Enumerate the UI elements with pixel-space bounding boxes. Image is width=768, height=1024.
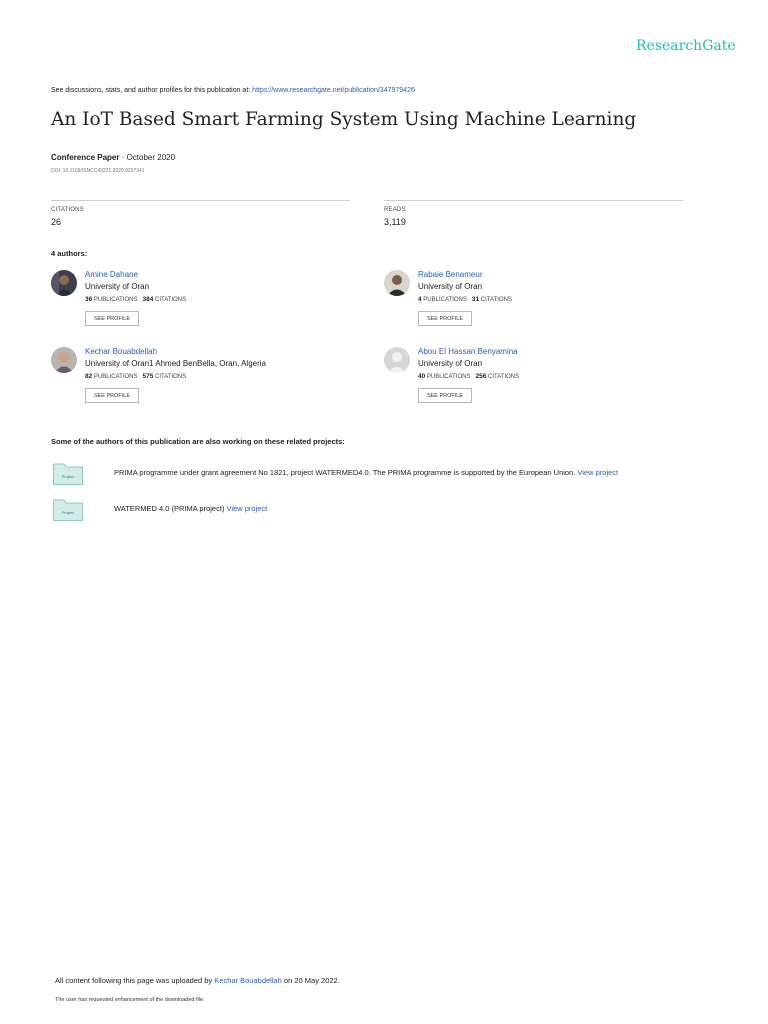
author-name-link[interactable]: Rabaie Benameur (418, 270, 483, 279)
author-card (51, 270, 351, 342)
publication-url-link[interactable]: https://www.researchgate.net/publication/347979426 (252, 87, 415, 94)
see-profile-button[interactable]: SEE PROFILE (85, 311, 139, 326)
uploader-link[interactable]: Kechar Bouabdellah (214, 976, 282, 985)
author-avatar[interactable] (384, 270, 410, 296)
authors-heading: 4 authors: (51, 249, 88, 258)
researchgate-logo[interactable]: ResearchGate (636, 38, 736, 54)
project-folder-icon (53, 463, 83, 485)
paper-doi: DOI: 10.1109/ISNCC49221.2020.9297341 (51, 168, 145, 174)
author-institution: University of Oran (85, 282, 150, 291)
author-stats: 40 PUBLICATIONS 256 CITATIONS (418, 373, 520, 380)
discussion-prefix: See discussions, stats, and author profiles for this publication at: (51, 87, 253, 94)
author-institution: University of Oran (418, 359, 483, 368)
author-institution: University of Oran1 Ahmed BenBella, Oran, Algeria (85, 359, 266, 368)
view-project-link[interactable]: View project (226, 504, 268, 513)
see-profile-button[interactable]: SEE PROFILE (418, 311, 472, 326)
author-name-link[interactable]: Amine Dahane (85, 270, 138, 279)
author-avatar-placeholder-icon[interactable] (384, 347, 410, 373)
citations-label: CITATIONS (51, 207, 84, 213)
project-folder-icon (53, 499, 83, 521)
svg-text:Project: Project (61, 474, 75, 479)
svg-text:Project: Project (61, 510, 75, 515)
author-card (384, 347, 684, 419)
see-profile-button[interactable]: SEE PROFILE (85, 388, 139, 403)
author-name-link[interactable]: Kechar Bouabdellah (85, 347, 158, 356)
paper-title: An IoT Based Smart Farming System Using Machine Learning (51, 109, 637, 130)
project-description: PRIMA programme under grant agreement No 1821, project WATERMED4.0. The PRIMA programme is supported by the European Union. View project (114, 468, 619, 477)
project-description: WATERMED 4.0 (PRIMA project) View project (114, 504, 268, 513)
paper-type: Conference Paper (51, 153, 120, 162)
author-name-link[interactable]: Abou El Hassan Benyamina (418, 347, 518, 356)
author-institution: University of Oran (418, 282, 483, 291)
author-stats: 36 PUBLICATIONS 384 CITATIONS (85, 296, 187, 303)
discussion-line (51, 87, 415, 94)
reads-value: 3,119 (384, 217, 406, 227)
download-note: The user has requested enhancement of the downloaded file. (55, 997, 205, 1003)
upload-info: All content following this page was uploaded by Kechar Bouabdellah on 20 May 2022. (55, 976, 340, 985)
author-card (384, 270, 684, 342)
author-card (51, 347, 351, 419)
view-project-link[interactable]: View project (577, 468, 619, 477)
reads-label: READS (384, 207, 406, 213)
paper-date: · October 2020 (119, 153, 176, 162)
author-avatar[interactable] (51, 270, 77, 296)
citations-value: 26 (51, 217, 62, 227)
paper-meta (51, 153, 175, 162)
author-avatar[interactable] (51, 347, 77, 373)
author-stats: 4 PUBLICATIONS 31 CITATIONS (418, 296, 512, 303)
reads-divider (384, 200, 683, 201)
see-profile-button[interactable]: SEE PROFILE (418, 388, 472, 403)
related-projects-heading: Some of the authors of this publication are also working on these related projects: (51, 437, 345, 446)
author-stats: 82 PUBLICATIONS 575 CITATIONS (85, 373, 187, 380)
citations-divider (51, 200, 350, 201)
